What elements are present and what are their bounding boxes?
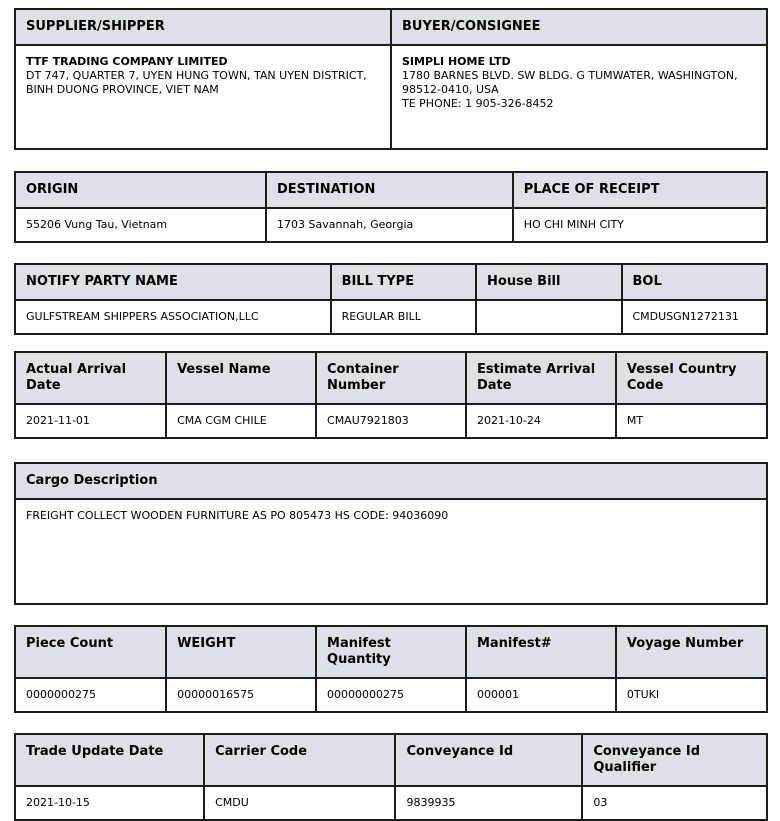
trade-update-date-value: 2021-10-15 — [15, 786, 204, 820]
supplier-shipper-header: SUPPLIER/SHIPPER — [15, 9, 391, 45]
conveyance-id-header: Conveyance Id — [395, 734, 582, 786]
conveyance-id-value: 9839935 — [395, 786, 582, 820]
manifest-table — [14, 625, 768, 713]
origin-header: ORIGIN — [15, 172, 266, 208]
buyer-phone: TE PHONE: 1 905-326-8452 — [402, 97, 554, 110]
manifest-quantity-value: 00000000275 — [316, 678, 466, 712]
weight-value: 00000016575 — [166, 678, 316, 712]
vessel-table — [14, 351, 768, 439]
bill-table — [14, 263, 768, 335]
piece-count-value: 0000000275 — [15, 678, 166, 712]
manifest-number-value: 000001 — [466, 678, 616, 712]
carrier-code-value: CMDU — [204, 786, 395, 820]
destination-header: DESTINATION — [266, 172, 513, 208]
vessel-country-code-header: Vessel Country Code — [616, 352, 767, 404]
bill-type-value: REGULAR BILL — [331, 300, 476, 334]
house-bill-header: House Bill — [476, 264, 621, 300]
manifest-number-header: Manifest# — [466, 626, 616, 678]
vessel-name-header: Vessel Name — [166, 352, 316, 404]
estimate-arrival-date-value: 2021-10-24 — [466, 404, 616, 438]
vessel-name-value: CMA CGM CHILE — [166, 404, 316, 438]
bol-value: CMDUSGN1272131 — [622, 300, 768, 334]
actual-arrival-date-header: Actual Arrival Date — [15, 352, 166, 404]
place-of-receipt-value: HO CHI MINH CITY — [513, 208, 767, 242]
trade-table — [14, 733, 768, 821]
manifest-quantity-header: Manifest Quantity — [316, 626, 466, 678]
parties-table — [14, 8, 768, 150]
buyer-address: 1780 BARNES BLVD. SW BLDG. G TUMWATER, WASHINGTON, 98512-0410, USA — [402, 69, 738, 96]
supplier-address: DT 747, QUARTER 7, UYEN HUNG TOWN, TAN UYEN DISTRICT, BINH DUONG PROVINCE, VIET NAM — [26, 69, 367, 96]
supplier-name: TTF TRADING COMPANY LIMITED — [26, 55, 228, 68]
conveyance-id-qualifier-header: Conveyance Id Qualifier — [582, 734, 767, 786]
bill-type-header: BILL TYPE — [331, 264, 476, 300]
buyer-consignee-cell — [391, 45, 767, 149]
cargo-description-value: FREIGHT COLLECT WOODEN FURNITURE AS PO 805473 HS CODE: 94036090 — [15, 499, 767, 604]
trade-update-date-header: Trade Update Date — [15, 734, 204, 786]
actual-arrival-date-value: 2021-11-01 — [15, 404, 166, 438]
destination-value: 1703 Savannah, Georgia — [266, 208, 513, 242]
carrier-code-header: Carrier Code — [204, 734, 395, 786]
origin-value: 55206 Vung Tau, Vietnam — [15, 208, 266, 242]
sheet-content — [0, 8, 780, 821]
cargo-description-header: Cargo Description — [15, 463, 767, 499]
notify-party-name-header: NOTIFY PARTY NAME — [15, 264, 331, 300]
supplier-shipper-cell — [15, 45, 391, 149]
estimate-arrival-date-header: Estimate Arrival Date — [466, 352, 616, 404]
buyer-consignee-header: BUYER/CONSIGNEE — [391, 9, 767, 45]
voyage-number-header: Voyage Number — [616, 626, 767, 678]
house-bill-value — [476, 300, 621, 334]
voyage-number-value: 0TUKI — [616, 678, 767, 712]
container-number-header: Container Number — [316, 352, 466, 404]
buyer-name: SIMPLI HOME LTD — [402, 55, 511, 68]
route-table — [14, 171, 768, 243]
cargo-table — [14, 462, 768, 605]
notify-party-name-value: GULFSTREAM SHIPPERS ASSOCIATION,LLC — [15, 300, 331, 334]
piece-count-header: Piece Count — [15, 626, 166, 678]
vessel-country-code-value: MT — [616, 404, 767, 438]
place-of-receipt-header: PLACE OF RECEIPT — [513, 172, 767, 208]
bol-header: BOL — [622, 264, 768, 300]
container-number-value: CMAU7921803 — [316, 404, 466, 438]
conveyance-id-qualifier-value: 03 — [582, 786, 767, 820]
weight-header: WEIGHT — [166, 626, 316, 678]
